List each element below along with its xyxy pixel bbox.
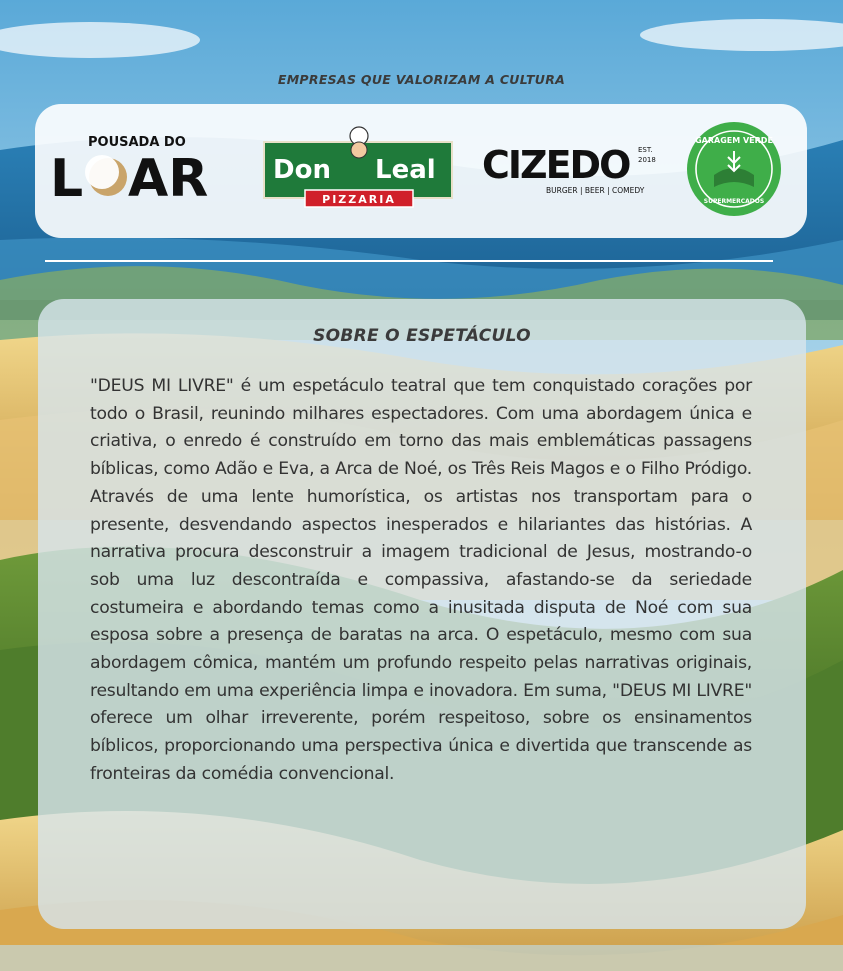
donleal-word-pizzaria: PIZZARIA — [322, 193, 396, 206]
cizedo-logo — [482, 140, 662, 200]
cizedo-wordmark: CIZEDO — [482, 143, 630, 187]
about-title: SOBRE O ESPETÁCULO — [313, 326, 531, 346]
sponsors-heading: EMPRESAS QUE VALORIZAM A CULTURA — [277, 72, 566, 87]
donleal-word-leal: Leal — [375, 155, 436, 185]
loar-letters-ar: AR — [128, 149, 209, 202]
don-leal-pizzaria-logo — [263, 126, 455, 210]
loar-line1: POUSADA DO — [88, 135, 186, 150]
about-body-text: "DEUS MI LIVRE" é um espetáculo teatral que tem conquistado corações por todo o Brasil, reunindo milhares espectadores. Com uma abordagem única e criativa, o enredo é construído em torno das mais emblemáticas passagens bíblicas, como Adão e Eva, a Arca de Noé, os Três Reis Magos e o Filho Pródigo. Através de uma lente humorística, os artistas nos transportam para o presente, desvendando aspectos inesperados e hilariantes das histórias. A narrativa procura desconstruir a imagem tradicional de Jesus, mostrando-o sob uma luz descontraída e compassiva, afastando-se da seriedade costumeira e abordando temas como a inusitada disputa de Noé com sua esposa sobre a presença de baratas na arca. O espetáculo, mesmo com sua abordagem cômica, mantém um profundo respeito pelas narrativas originais, resultando em uma experiência limpa e inovadora. Em suma, "DEUS MI LIVRE" oferece um olhar irreverente, porém respeitoso, sobre os ensinamentos bíblicos, proporcionando uma perspectiva única e divertida que transcende as fronteiras da comédia convencional. — [90, 376, 752, 784]
pousada-do-loar-logo — [50, 132, 230, 202]
loar-letter-l: L — [50, 149, 84, 202]
cizedo-est: EST. — [638, 146, 653, 154]
garagem-verde-logo — [686, 121, 782, 217]
garagem-top-text: GARAGEM VERDE — [695, 136, 773, 145]
donleal-word-don: Don — [273, 155, 331, 185]
divider-line — [45, 260, 773, 262]
cizedo-year: 2018 — [638, 156, 656, 164]
garagem-bottom-text: SUPERMERCADOS — [703, 198, 765, 205]
cizedo-tagline: BURGER | BEER | COMEDY — [546, 186, 645, 195]
